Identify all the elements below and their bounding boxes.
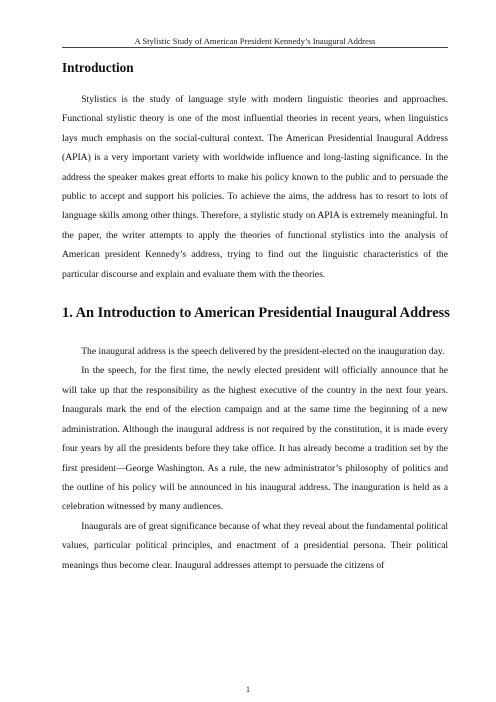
header-rule: [62, 47, 448, 48]
page-content: [62, 60, 448, 575]
page-number: 1: [245, 684, 251, 694]
chapter-1-title: 1. An Introduction to American Presidential Inaugural Address: [62, 305, 450, 322]
introduction-paragraph: Stylistics is the study of language style with modern linguistic theories and approaches. Functional stylistic theory is one of the most influential theories in recent years, when linguistics lays much emphasis on the social-cultural context. The American Presidential Inaugural Address (APIA) is a very important variety with worldwide influence and long-lasting significance. In the address the speaker makes great efforts to make his policy known to the public and to persuade the public to accept and support his policies. To achieve the aims, the address has to resort to lots of language skills among other things. Therefore, a stylistic study on APIA is extremely meaningful. In the paper, the writer attempts to apply the theories of functional stylistics into the analysis of American president Kennedy’s address, trying to find out the linguistic characteristics of the particular discourse and explain and evaluate them with the theories.: [62, 94, 448, 280]
chapter-1-paragraph-1: The inaugural address is the speech delivered by the president-elected on the inauguration day.: [81, 346, 445, 358]
chapter-1-paragraph-3: Inaugurals are of great significance because of what they reveal about the fundamental political values, particular political principles, and enactment of a presidential persona. Their political meanings thus become clear. Inaugural addresses attempt to persuade the citizens of: [62, 520, 448, 571]
running-header: A Stylistic Study of American President Kennedy’s Inaugural Address: [134, 36, 376, 46]
introduction-title: Introduction: [62, 60, 134, 75]
chapter-1-paragraph-2: In the speech, for the first time, the newly elected president will officially announce that he will take up that the responsibility as the highest executive of the country in the next four years. Inaugurals mark the end of the election campaign and at the same time the beginning of a new administration. Although the inaugural address is not required by the constitution, it is made every four years by all the presidents before they take office. It has already become a tradition set by the first president—George Washington. As a rule, the new administrator’s philosophy of politics and the outline of his policy will be announced in his inaugural address. The inauguration is held as a celebration witnessed by many audiences.: [62, 365, 448, 513]
